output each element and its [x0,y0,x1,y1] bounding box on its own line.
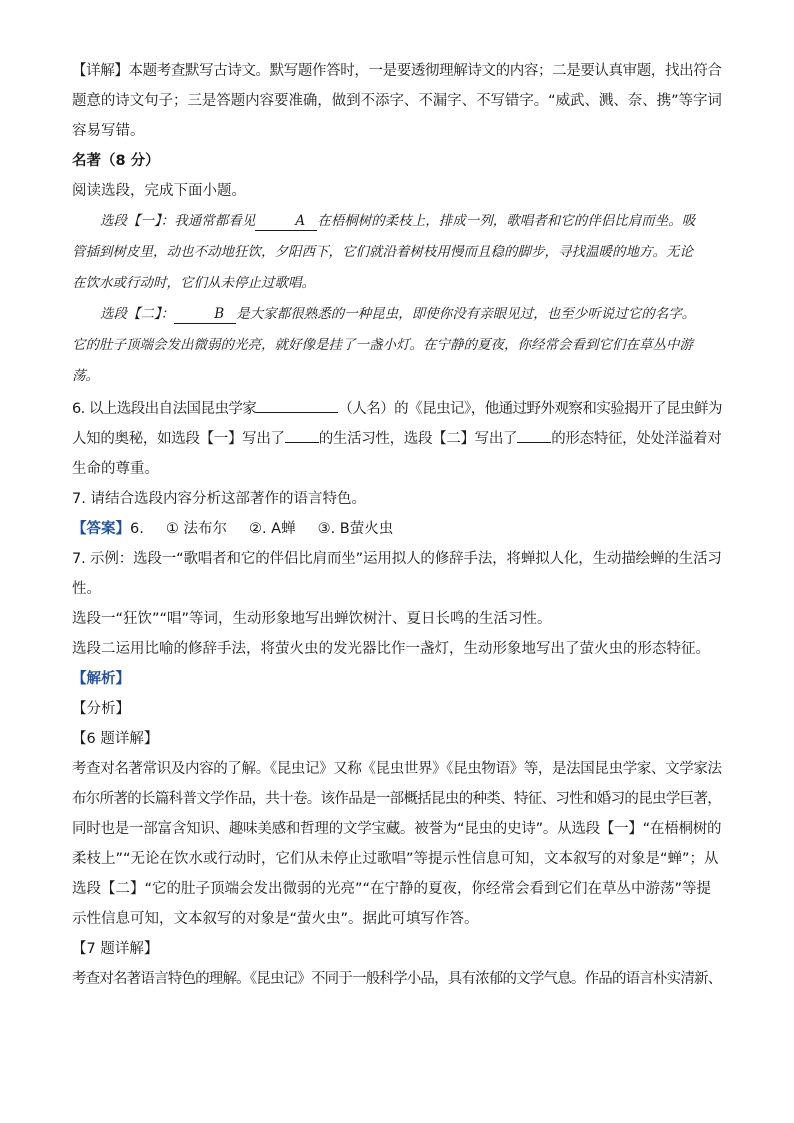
intro-line-2: 题意的诗文句子；三是答题内容要准确，做到不添字、不漏字、不写错字。“威武、溅、奈、携”等字词 [72,93,722,109]
q6-detail-line-1: 考查对名著常识及内容的了解。《昆虫记》又称《昆虫世界》《昆虫物语》等，是法国昆虫学家、文学家法 [72,761,722,777]
q6-detail-line-5: 选段【二】“它的肚子顶端会发出微弱的光亮”“在宁静的夏夜，你经常会看到它们在草丛中游荡”等提 [72,881,712,897]
passage-1-blank: A [255,212,317,231]
answer-item-3: ③. B萤火虫 [317,521,394,537]
q6-text-e: 的形态特征，处处洋溢着对 [551,431,722,447]
q6-detail-line-6: 示性信息可知，文本叙写的对象是“萤火虫”。据此可填写作答。 [72,911,479,927]
passage-1-rest: 在梧桐树的柔枝上，排成一列，歌唱者和它的伴侣比肩而坐。吸 [317,213,696,229]
q6-text-c: 人知的奥秘，如选段【一】写出了 [72,431,285,447]
q6-text-b: （人名）的《昆虫记》，他通过野外观察和实验揭开了昆虫鲜为 [338,401,722,417]
passage-2-rest: 是大家都很熟悉的一种昆虫，即使你没有亲眼见过，也至少听说过它的名字。 [236,306,696,322]
fenxi-label: 【分析】 [72,701,130,717]
section-title: 名著（8 分） [72,153,160,169]
question-7: 7. 请结合选段内容分析这部著作的语言特色。 [72,491,366,507]
q6-detail-label: 【6 题详解】 [72,731,159,747]
q6-detail-line-2: 布尔所著的长篇科普文学作品，共十卷。该作品是一部概括昆虫的种类、特征、习性和婚习的昆虫学巨著， [72,791,722,807]
answer-item-2: ②. A蝉 [248,521,296,537]
passage-1-line-3: 在饮水或行动时，它们从未停止过歌唱。 [72,275,315,291]
answer-7-line-3: 选段一“狂饮”“唱”等词，生动形象地写出蝉饮树汁、夏日长鸣的生活习性。 [72,611,552,627]
answer-7-line-2: 性。 [72,581,101,597]
question-6-line-3: 生命的尊重。 [72,461,159,477]
passage-1-prefix: 选段【一】：我通常都看见 [100,213,256,229]
answer-7-line-4: 选段二运用比喻的修辞手法，将萤火虫的发光器比作一盏灯，生动形象地写出了萤火虫的形态特征。 [72,641,710,657]
question-6-line-2 [72,424,724,454]
passage-1-line-2: 管插到树皮里，动也不动地狂饮，夕阳西下，它们就沿着树枝用慢而且稳的脚步，寻找温暖的地方。无论 [72,244,693,260]
passage-2-blank: B [174,305,236,324]
q6-blank-3 [517,442,551,443]
passage-2-prefix: 选段【二】： [100,306,175,322]
q7-detail-label: 【7 题详解】 [72,941,159,957]
passage-2-line-1 [72,299,724,330]
question-6-line-1 [72,394,724,424]
passage-1-line-1 [72,206,724,237]
q7-detail-line-1: 考查对名著语言特色的理解。《昆虫记》不同于一般科学小品，具有浓郁的文学气息。作品的语言朴实清新、 [72,971,722,987]
answer-item-1: ① 法布尔 [165,521,227,537]
q6-blank-1 [256,412,338,413]
intro-line-1: 【详解】本题考查默写古诗文。默写题作答时，一是要透彻理解诗文的内容；二是要认真审题，找出符合 [72,63,722,79]
answer-number: 6. [130,521,144,537]
answer-label: 【答案】 [72,521,130,537]
q6-text-d: 的生活习性，选段【二】写出了 [318,431,518,447]
section-instruction: 阅读选段，完成下面小题。 [72,183,246,199]
analysis-label: 【解析】 [72,671,130,687]
passage-2-line-3: 荡。 [72,368,99,384]
answer-line [72,514,724,544]
answer-7-line-1: 7. 示例：选段一“歌唱者和它的伴侣比肩而坐”运用拟人的修辞手法，将蝉拟人化，生动描绘蝉的生活习 [72,551,722,567]
q6-text-a: 6. 以上选段出自法国昆虫学家 [72,401,257,417]
intro-line-3: 容易写错。 [72,123,145,139]
q6-detail-line-4: 柔枝上”“无论在饮水或行动时，它们从未停止过歌唱”等提示性信息可知，文本叙写的对象是“蝉”；从 [72,851,719,867]
q6-blank-2 [285,442,319,443]
q6-detail-line-3: 同时也是一部富含知识、趣味美感和哲理的文学宝藏。被誉为“昆虫的史诗”。从选段【一】“在梧桐树的 [72,821,722,837]
passage-2-line-2: 它的肚子顶端会发出微弱的光亮，就好像是挂了一盏小灯。在宁静的夏夜，你经常会看到它们在草丛中游 [72,337,693,353]
document-page [72,56,724,994]
